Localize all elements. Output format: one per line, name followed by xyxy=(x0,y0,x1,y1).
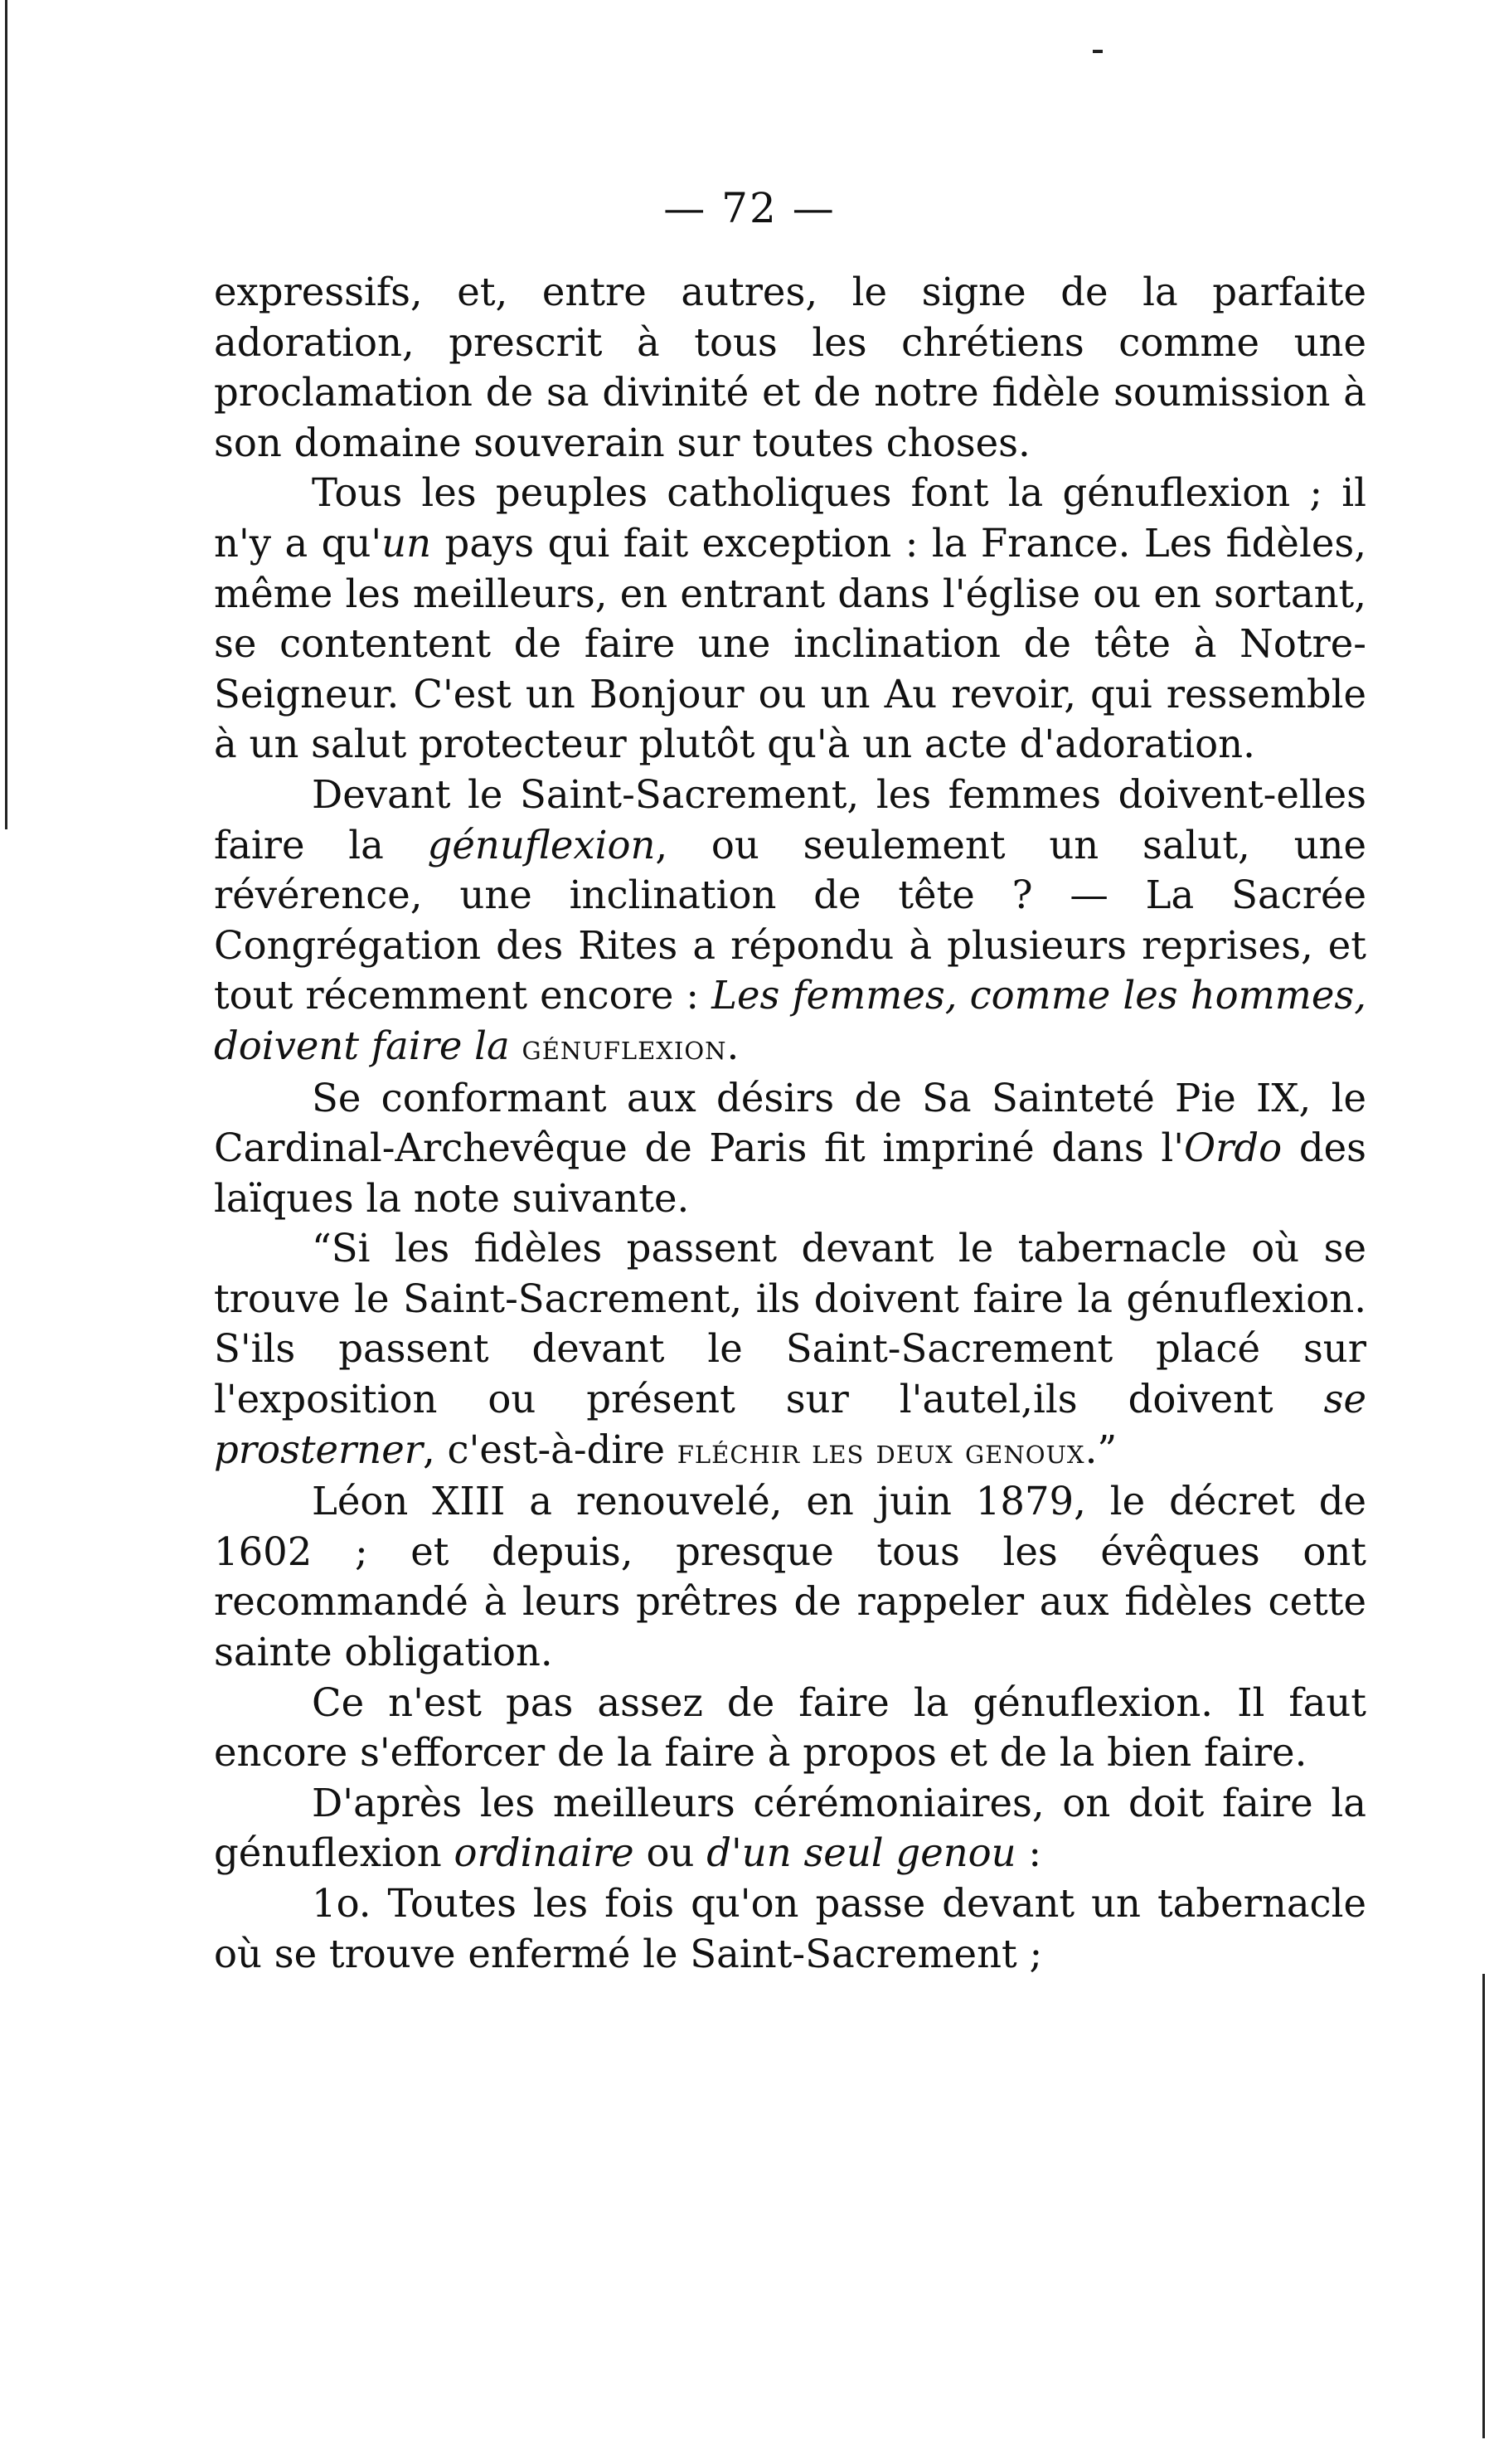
italic-text: se prosterner xyxy=(214,1377,1366,1472)
italic-text: Les femmes, comme les hommes, doivent faire la xyxy=(214,973,1366,1068)
italic-text: ordinaire xyxy=(454,1830,634,1876)
italic-text: Ordo xyxy=(1184,1125,1283,1171)
paragraph xyxy=(214,1073,1366,1224)
text-run: Tous les peuples catholiques font la génuflexion ; il n'y a qu' xyxy=(214,470,1366,566)
text-run: Devant le Saint-Sacrement, les femmes doivent-elles faire la xyxy=(214,771,1366,868)
paragraph xyxy=(214,1778,1366,1878)
text-run: D'après les meilleurs cérémoniaires, on doit faire la génuflexion xyxy=(214,1780,1366,1876)
text-run: , c'est-à-dire xyxy=(422,1426,677,1472)
paragraph xyxy=(214,1878,1366,1979)
text-run: Se conformant aux désirs de Sa Sainteté Pie IX, le Cardinal-Archevêque de Paris fit impriné dans l' xyxy=(214,1075,1366,1171)
small-caps-text: fléchir les deux genoux xyxy=(677,1431,1085,1471)
text-run xyxy=(510,1023,522,1068)
body-text xyxy=(214,267,1366,1979)
text-run: des laïques la note suivante. xyxy=(214,1125,1366,1221)
paragraph xyxy=(214,1476,1366,1677)
text-run: “Si les fidèles passent devant le tabernacle où se trouve le Saint-Sacrement, ils doivent faire la génuflexion. S'ils passent devant le Saint-Sacrement placé sur l'exposition ou présent sur l'autel,ils doivent xyxy=(214,1226,1366,1422)
paragraph xyxy=(214,770,1366,1073)
italic-text: un xyxy=(381,520,432,566)
scan-edge-left xyxy=(5,0,7,829)
page-number: — 72 — xyxy=(663,184,836,232)
text-run: : xyxy=(1016,1830,1042,1876)
text-run: expressifs, et, entre autres, le signe de la parfaite adoration, prescrit à tous les chrétiens comme une proclamation de sa divinité et de notre fidèle soumission à son domaine souverain sur toutes choses. xyxy=(214,270,1366,465)
text-run: pays qui fait exception : la France. Les fidèles, même les meilleurs, en entrant dans l'église ou en sortant, se contentent de faire une inclination de tête à Notre-Seigneur. C'est un Bonjour ou un Au revoir, qui ressemble à un salut protecteur plutôt qu'à un acte d'adoration. xyxy=(214,520,1366,767)
text-run: Léon XIII a renouvelé, en juin 1879, le décret de 1602 ; et depuis, presque tous les évêques ont recommandé à leurs prêtres de rappeler aux fidèles cette sainte obligation. xyxy=(214,1479,1366,1675)
paragraph xyxy=(214,1223,1366,1476)
text-run: .” xyxy=(1084,1426,1118,1472)
scan-edge-right xyxy=(1482,1974,1485,2438)
text-run: 1o. Toutes les fois qu'on passe devant un tabernacle où se trouve enfermé le Saint-Sacrement ; xyxy=(214,1881,1366,1976)
italic-text: d'un seul genou xyxy=(706,1830,1016,1876)
small-caps-text: génuflexion xyxy=(521,1027,727,1067)
paragraph xyxy=(214,1678,1366,1778)
text-run: Ce n'est pas assez de faire la génuflexion. Il faut encore s'efforcer de la faire à propos et de la bien faire. xyxy=(214,1679,1366,1776)
paragraph xyxy=(214,267,1366,468)
scan-mark xyxy=(1093,50,1103,53)
paragraph xyxy=(214,468,1366,770)
text-run: . xyxy=(726,1023,740,1068)
italic-text: génuflexion xyxy=(427,822,656,868)
text-run: ou xyxy=(633,1830,707,1876)
text-run: , ou seulement un salut, une révérence, une inclination de tête ? — La Sacrée Congrégation des Rites a répondu à plusieurs reprises, et tout récemment encore : xyxy=(214,822,1366,1018)
